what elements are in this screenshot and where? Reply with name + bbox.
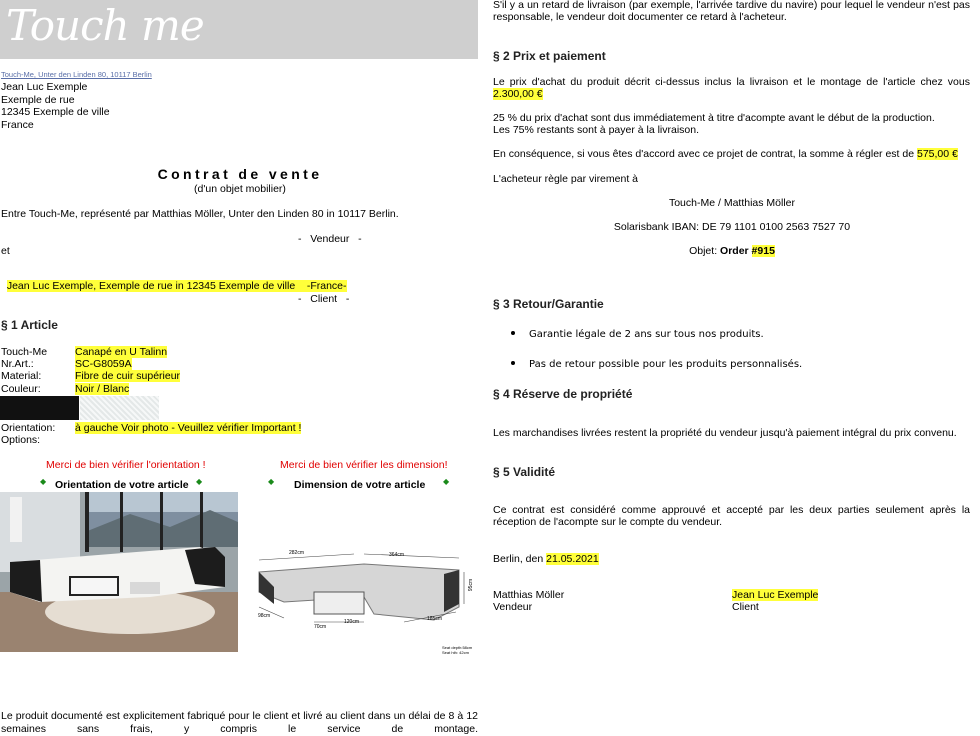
- orientation-block: Orientation: à gauche Voir photo - Veuillez vérifier Important ! Options:: [1, 422, 302, 447]
- color-swatch-white: [80, 396, 159, 420]
- check-dimension-note: Merci de bien vérifier les dimension!: [280, 459, 448, 471]
- price-heading: § 2 Prix et paiement: [493, 49, 606, 63]
- signature-date: Berlin, den 21.05.2021: [493, 553, 599, 565]
- orientation-value: à gauche Voir photo - Veuillez vérifier Important !: [75, 422, 302, 434]
- deposit-amount: 575,00 €: [917, 148, 958, 160]
- logo: Touch me: [6, 1, 204, 50]
- reserve-text: Les marchandises livrées restent la propriété du vendeur jusqu'à paiement intégral du prix convenu.: [493, 427, 957, 439]
- dim-label: 185cm: [427, 616, 443, 622]
- seller-role: - Vendeur -: [298, 233, 362, 245]
- contract-title: Contrat de vente: [157, 166, 323, 182]
- photo-dimension-title: Dimension de votre article: [294, 479, 426, 491]
- dim-label: 95cm: [468, 578, 475, 592]
- article-row: Material: Fibre de cuir supérieur: [1, 370, 181, 383]
- buyer-line: Jean Luc Exemple, Exemple de rue in 12345 Exemple de ville -France-: [6, 280, 347, 292]
- client-name: Jean Luc Exemple: [732, 589, 819, 601]
- article-row: Nr.Art.: SC-G8059A: [1, 358, 132, 371]
- recipient-name: Jean Luc Exemple: [1, 81, 88, 93]
- and-text: et: [1, 245, 10, 257]
- arrow-down-icon: ◆: [443, 477, 450, 486]
- arrow-down-icon: ◆: [268, 477, 275, 486]
- bank-details: Solarisbank IBAN: DE 79 1101 0100 2563 7527 70: [613, 221, 851, 233]
- article-row: Touch-Me Canapé en U Talinn: [1, 346, 168, 358]
- article-table: [1, 346, 180, 395]
- photo-orientation-title: Orientation de votre article: [55, 479, 189, 491]
- warranty-item: Garantie légale de 2 ans sur tous nos produits.: [511, 329, 764, 340]
- warranty-heading: § 3 Retour/Garantie: [493, 297, 604, 311]
- delay-text: S'il y a un retard de livraison (par exemple, l'arrivée tardive du navire) pour lequel le vendeur n'est pas responsable, le vendeur doit documenter ce retard à l'acheteur.: [493, 0, 970, 24]
- buyer-role: - Client -: [298, 293, 350, 305]
- warranty-item: Pas de retour possible pour les produits personnalisés.: [511, 359, 802, 370]
- sofa-dimension-drawing: [244, 492, 480, 660]
- client-role-label: Client: [732, 601, 759, 614]
- contract-subtitle: (d'un objet mobilier): [194, 183, 286, 195]
- dim-label: 364cm: [389, 552, 405, 558]
- check-orientation-note: Merci de bien vérifier l'orientation !: [46, 459, 206, 471]
- recipient-address: [1, 81, 110, 131]
- client-signature: [732, 589, 818, 614]
- dim-label: 70cm: [314, 624, 327, 630]
- bullet-icon: [511, 331, 515, 335]
- reserve-heading: § 4 Réserve de propriété: [493, 387, 633, 401]
- bullet-icon: [511, 361, 515, 365]
- seat-notes: Seat depth:58cm Seat hth: 42cm: [442, 645, 473, 655]
- options-label: Options:: [1, 434, 41, 447]
- recipient-country: France: [1, 118, 34, 131]
- price-paragraph: Le prix d'achat du produit décrit ci-dessus inclus la livraison et le montage de l'article chez vous 2.300,00 €: [493, 76, 970, 101]
- article-heading: § 1 Article: [1, 318, 58, 332]
- sofa-room-photo: [0, 492, 238, 652]
- validity-heading: § 5 Validité: [493, 465, 556, 479]
- validity-text: Ce contrat est considéré comme approuvé et accepté par les deux parties seulement après la réception de l'acompte sur le compte du vendeur.: [493, 504, 970, 529]
- order-number: #915: [751, 245, 775, 257]
- arrow-down-icon: ◆: [40, 477, 47, 486]
- arrow-down-icon: ◆: [196, 477, 203, 486]
- dim-label: 120cm: [344, 619, 360, 625]
- seller-line: Entre Touch-Me, représenté par Matthias Möller, Unter den Linden 80 in 10117 Berlin.: [1, 208, 399, 220]
- color-swatch-black: [0, 396, 79, 420]
- transfer-note: L'acheteur règle par virement à: [493, 173, 639, 185]
- seller-signature: [493, 589, 564, 614]
- payment-terms: 25 % du prix d'achat sont dus immédiatement à titre d'acompte avant le début de la production. Les 75% restants sont à payer à la livraison.: [493, 112, 935, 137]
- article-row: Couleur: Noir / Blanc: [1, 382, 130, 395]
- sender-address[interactable]: Touch-Me, Unter den Linden 80, 10117 Berlin: [1, 70, 152, 79]
- dim-label: 98cm: [258, 613, 271, 619]
- contract-date: 21.05.2021: [546, 553, 599, 565]
- payee-name: Touch-Me / Matthias Möller: [668, 197, 796, 209]
- deposit-line: En conséquence, si vous êtes d'accord avec ce projet de contrat, la somme à régler est de 575,00 €: [493, 148, 958, 160]
- payment-reference: Objet: Order #915: [689, 245, 775, 257]
- recipient-city: 12345 Exemple de ville: [1, 106, 110, 118]
- recipient-street: Exemple de rue: [1, 93, 75, 106]
- seller-role-label: Vendeur: [493, 601, 533, 614]
- dim-label: 282cm: [289, 550, 305, 556]
- price-amount: 2.300,00 €: [493, 88, 543, 101]
- delivery-footer: Le produit documenté est explicitement fabriqué pour le client et livré au client dans un délai de 8 à 12 semaines sans frais, y compris le service de montage.: [1, 710, 478, 735]
- seller-name: Matthias Möller: [493, 589, 565, 601]
